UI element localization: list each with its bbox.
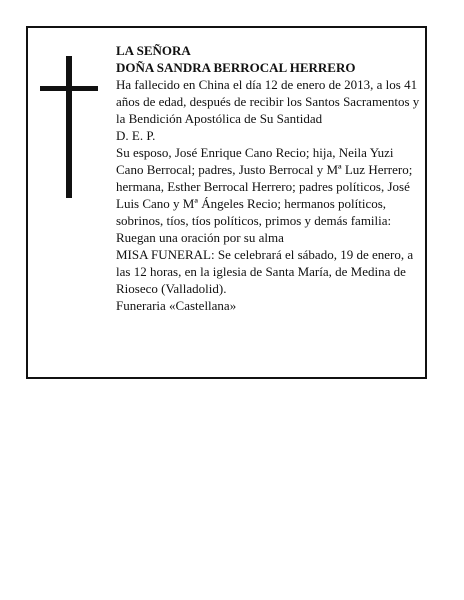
notice-text-block — [116, 42, 424, 314]
notice-funeral-mass: MISA FUNERAL: Se celebrará el sábado, 19 de enero, a las 12 horas, en la iglesia de Santa María, de Medina de Rioseco (Valladolid). — [116, 247, 414, 296]
notice-family-list: Su esposo, José Enrique Cano Recio; hija, Neila Yuzi Cano Berrocal; padres, Justo Berrocal y Mª Luz Herrero; hermana, Esther Berrocal Herrero; padres políticos, José Luis Cano y Mª Ángeles Recio; hermanos políticos, sobrinos, tíos, tíos políticos, primos y demás familia: — [116, 145, 413, 228]
cross-icon — [40, 56, 98, 198]
notice-death-announcement: Ha fallecido en China el día 12 de enero de 2013, a los 41 años de edad, después de recibir los Santos Sacramentos y la Bendición Apostólica de Su Santidad — [116, 77, 420, 126]
notice-title-honorific: LA SEÑORA — [116, 43, 191, 58]
cross-horizontal-bar — [40, 86, 98, 91]
notice-prayer-request: Ruegan una oración por su alma — [116, 230, 284, 245]
notice-rip: D. E. P. — [116, 128, 156, 143]
notice-deceased-name: DOÑA SANDRA BERROCAL HERRERO — [116, 60, 356, 75]
cross-vertical-bar — [66, 56, 72, 198]
notice-funeral-home: Funeraria «Castellana» — [116, 298, 237, 313]
obituary-notice — [26, 26, 427, 379]
